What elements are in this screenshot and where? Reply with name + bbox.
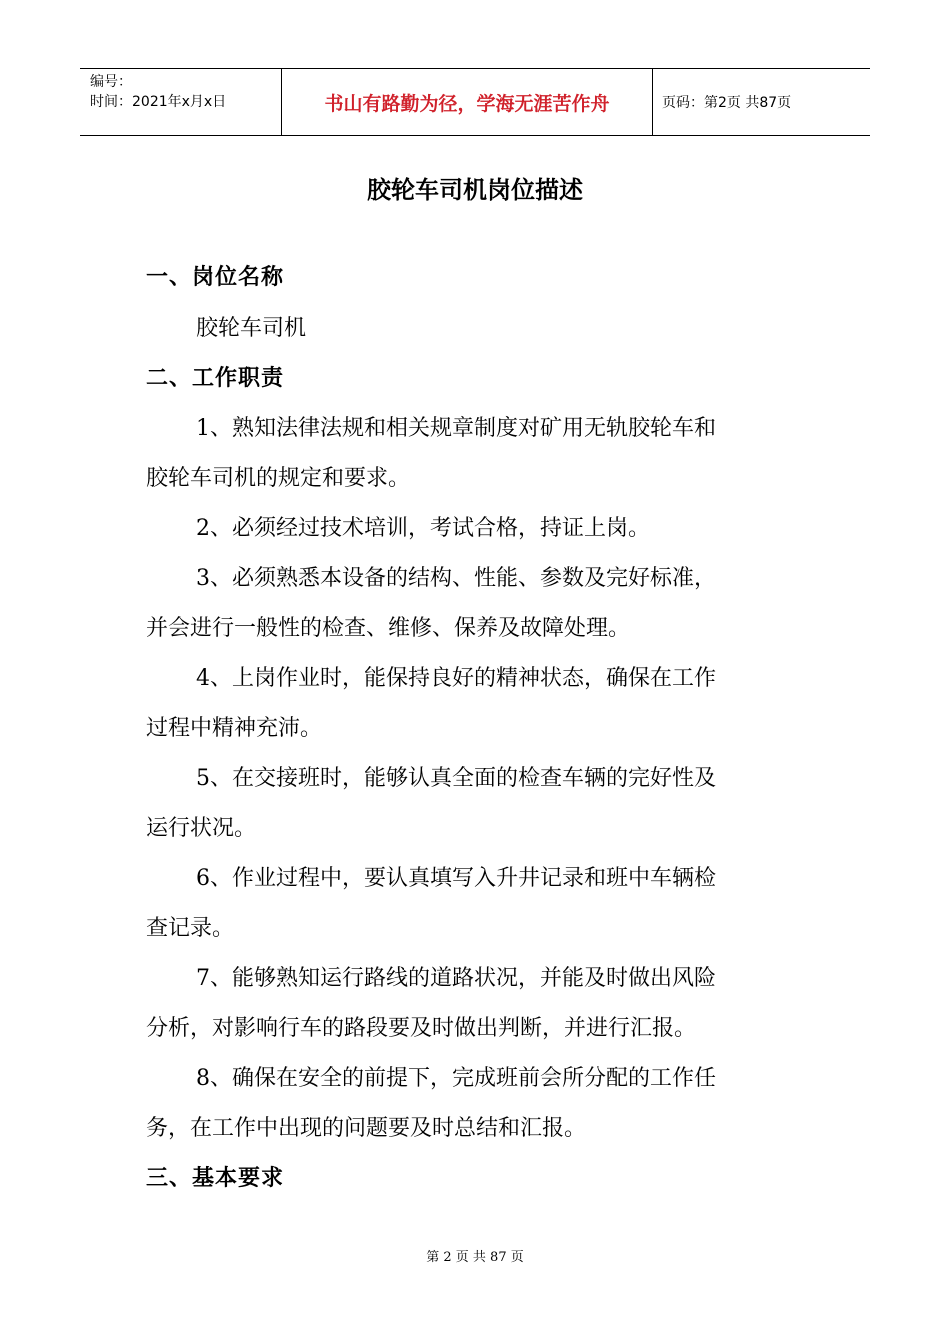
duty-item-4: 4、上岗作业时，能保持良好的精神状态，确保在工作: [196, 666, 716, 691]
duty-item-5: 5、在交接班时，能够认真全面的检查车辆的完好性及: [196, 766, 716, 791]
duty-item-1: 1、熟知法律法规和相关规章制度对矿用无轨胶轮车和: [196, 416, 716, 441]
document-header: [80, 68, 870, 136]
header-motto-cell: [281, 69, 653, 135]
duty-item-2: 2、必须经过技术培训，考试合格，持证上岗。: [196, 516, 650, 541]
duty-item-8: 8、确保在安全的前提下，完成班前会所分配的工作任: [196, 1066, 716, 1091]
section-heading-2: 二、工作职责: [146, 366, 285, 391]
section-heading-3: 三、基本要求: [146, 1166, 285, 1191]
duty-item-6: 6、作业过程中，要认真填写入升井记录和班中车辆检: [196, 866, 716, 891]
duty-item-1-cont: 胶轮车司机的规定和要求。: [146, 466, 411, 491]
duty-item-4-cont: 过程中精神充沛。: [146, 716, 323, 741]
duty-item-6-cont: 查记录。: [146, 916, 235, 941]
duty-item-7-cont: 分析，对影响行车的路段要及时做出判断，并进行汇报。: [146, 1016, 697, 1041]
duty-item-3-cont: 并会进行一般性的检查、维修、保养及故障处理。: [146, 616, 631, 641]
section-body-1: 胶轮车司机: [196, 316, 307, 341]
page-title: 胶轮车司机岗位描述: [367, 176, 583, 204]
duty-item-3: 3、必须熟悉本设备的结构、性能、参数及完好标准，: [196, 566, 716, 591]
page-footer: 第 2 页 共 87 页: [426, 1250, 524, 1265]
header-page-info: 页码：第2页 共87页: [662, 95, 792, 111]
header-meta: [80, 69, 281, 135]
number-label: 编号：: [90, 74, 132, 90]
time-label: 时间：2021年x月x日: [90, 94, 227, 110]
duty-item-8-cont: 务，在工作中出现的问题要及时总结和汇报。: [146, 1116, 587, 1141]
header-motto: 书山有路勤为径，学海无涯苦作舟: [324, 92, 610, 115]
section-heading-1: 一、岗位名称: [146, 265, 285, 290]
duty-item-7: 7、能够熟知运行路线的道路状况，并能及时做出风险: [196, 966, 716, 991]
duty-item-5-cont: 运行状况。: [146, 816, 257, 841]
